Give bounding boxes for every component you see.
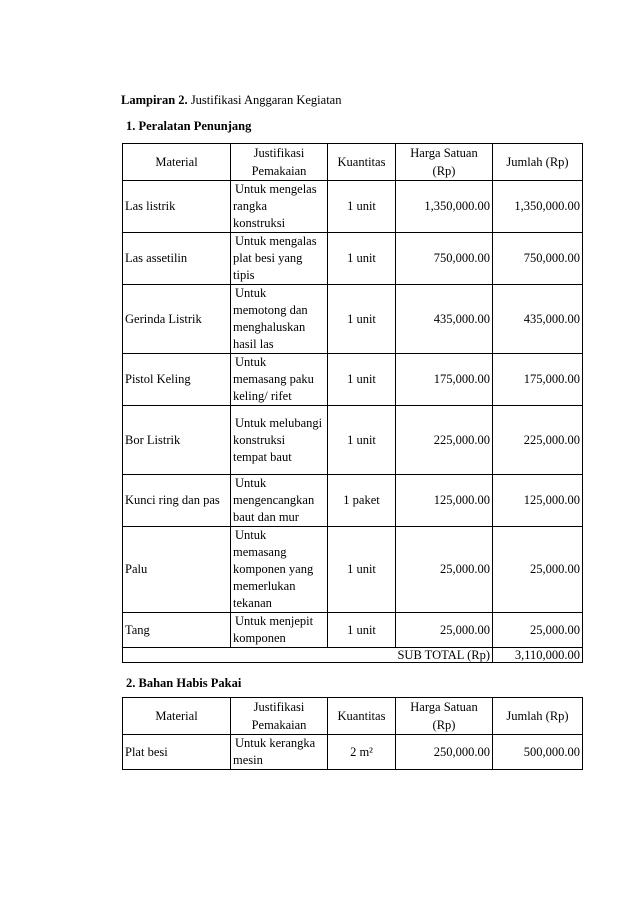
justifikasi-line: mesin (233, 753, 263, 767)
justifikasi-line: rangka (233, 199, 268, 213)
cell-harga-satuan: 225,000.00 (396, 406, 493, 475)
justifikasi-line: konstruksi (233, 432, 286, 447)
cell-material: Bor Listrik (123, 406, 231, 475)
table-header-row (123, 144, 583, 181)
subtotal-value: 3,110,000.00 (493, 648, 583, 663)
title-text: Justifikasi Anggaran Kegiatan (190, 93, 342, 107)
cell-material: Kunci ring dan pas (123, 475, 231, 527)
cell-kuantitas: 1 unit (328, 354, 396, 406)
cell-material: Pistol Keling (123, 354, 231, 406)
justifikasi-line: memasang paku (233, 372, 314, 386)
cell-material: Palu (123, 527, 231, 613)
cell-kuantitas: 1 unit (328, 233, 396, 285)
section-1-title: 1. Peralatan Penunjang (126, 119, 252, 133)
cell-material: Plat besi (123, 735, 231, 770)
cell-harga-satuan: 1,350,000.00 (396, 181, 493, 233)
cell-kuantitas: 1 unit (328, 527, 396, 613)
cell-jumlah: 25,000.00 (493, 527, 583, 613)
subtotal-label: SUB TOTAL (Rp) (123, 648, 493, 663)
table-row (123, 233, 583, 285)
cell-harga-satuan: 125,000.00 (396, 475, 493, 527)
justifikasi-line: baut dan mur (233, 510, 299, 524)
header-harga-line-1: Harga Satuan (410, 700, 478, 714)
cell-kuantitas: 1 unit (328, 406, 396, 475)
justifikasi-line: mengencangkan (233, 493, 315, 507)
equipment-table (122, 143, 583, 663)
justifikasi-line: konstruksi (233, 216, 286, 230)
header-material: Material (123, 144, 231, 181)
cell-jumlah: 435,000.00 (493, 285, 583, 354)
cell-harga-satuan: 435,000.00 (396, 285, 493, 354)
header-harga (396, 144, 493, 181)
justifikasi-line: Untuk (235, 528, 267, 542)
header-harga-line-1: Harga Satuan (410, 146, 478, 160)
justifikasi-line: tekanan (233, 596, 272, 610)
header-kuantitas: Kuantitas (328, 698, 396, 735)
table-row (123, 475, 583, 527)
table-row (123, 181, 583, 233)
cell-kuantitas: 2 m² (328, 735, 396, 770)
header-harga (396, 698, 493, 735)
cell-justifikasi (231, 527, 328, 613)
cell-justifikasi (231, 233, 328, 285)
cell-jumlah: 125,000.00 (493, 475, 583, 527)
cell-material: Gerinda Listrik (123, 285, 231, 354)
cell-justifikasi (231, 181, 328, 233)
header-justifikasi-line-2: Pemakaian (251, 164, 307, 178)
cell-justifikasi (231, 735, 328, 770)
table-row (123, 613, 583, 648)
consumables-table (122, 697, 583, 770)
cell-jumlah: 225,000.00 (493, 406, 583, 475)
justifikasi-line: memerlukan (233, 579, 296, 593)
cell-harga-satuan: 250,000.00 (396, 735, 493, 770)
cell-kuantitas: 1 paket (328, 475, 396, 527)
justifikasi-line: plat besi yang (233, 251, 303, 265)
header-jumlah: Jumlah (Rp) (493, 698, 583, 735)
cell-justifikasi (231, 354, 328, 406)
header-material: Material (123, 698, 231, 735)
table-row (123, 735, 583, 770)
cell-harga-satuan: 175,000.00 (396, 354, 493, 406)
cell-material: Tang (123, 613, 231, 648)
cell-kuantitas: 1 unit (328, 285, 396, 354)
cell-material: Las assetilin (123, 233, 231, 285)
cell-jumlah: 25,000.00 (493, 613, 583, 648)
cell-jumlah: 750,000.00 (493, 233, 583, 285)
justifikasi-line: memotong dan (233, 303, 308, 317)
justifikasi-line: Untuk mengalas (235, 234, 317, 248)
header-harga-line-2: (Rp) (432, 718, 456, 732)
justifikasi-line: Untuk kerangka (235, 736, 316, 750)
justifikasi-line: memasang (233, 545, 287, 559)
justifikasi-line: komponen yang (233, 562, 314, 576)
justifikasi-line: Untuk menjepit (235, 614, 314, 628)
justifikasi-line: tempat baut (233, 449, 292, 464)
justifikasi-line: Untuk mengelas (235, 182, 317, 196)
header-justifikasi (231, 144, 328, 181)
justifikasi-line: Untuk (235, 355, 267, 369)
table-row (123, 406, 583, 475)
cell-jumlah: 500,000.00 (493, 735, 583, 770)
cell-justifikasi (231, 475, 328, 527)
table-row (123, 354, 583, 406)
cell-material: Las listrik (123, 181, 231, 233)
subtotal-row (123, 648, 583, 663)
header-justifikasi-line-2: Pemakaian (251, 718, 307, 732)
justifikasi-line: komponen (233, 631, 286, 645)
justifikasi-line: Untuk (235, 476, 267, 490)
header-kuantitas: Kuantitas (328, 144, 396, 181)
table-row (123, 527, 583, 613)
justifikasi-line: menghaluskan (233, 320, 306, 334)
header-harga-line-2: (Rp) (432, 164, 456, 178)
cell-justifikasi (231, 613, 328, 648)
cell-harga-satuan: 25,000.00 (396, 613, 493, 648)
justifikasi-line: hasil las (233, 337, 274, 351)
justifikasi-line: tipis (233, 268, 255, 282)
cell-harga-satuan: 750,000.00 (396, 233, 493, 285)
cell-justifikasi (231, 406, 328, 475)
justifikasi-line: Untuk (235, 286, 267, 300)
header-justifikasi-line-1: Justifikasi (253, 146, 305, 160)
header-justifikasi (231, 698, 328, 735)
cell-justifikasi (231, 285, 328, 354)
cell-kuantitas: 1 unit (328, 181, 396, 233)
cell-kuantitas: 1 unit (328, 613, 396, 648)
cell-jumlah: 175,000.00 (493, 354, 583, 406)
header-justifikasi-line-1: Justifikasi (253, 700, 305, 714)
justifikasi-line: Untuk melubangi (235, 415, 323, 430)
cell-jumlah: 1,350,000.00 (493, 181, 583, 233)
page-title (121, 93, 341, 108)
justifikasi-line: keling/ rifet (233, 389, 292, 403)
cell-harga-satuan: 25,000.00 (396, 527, 493, 613)
table-header-row (123, 698, 583, 735)
table-row (123, 285, 583, 354)
section-2-title: 2. Bahan Habis Pakai (126, 676, 242, 690)
title-prefix: Lampiran 2. (121, 93, 188, 107)
header-jumlah: Jumlah (Rp) (493, 144, 583, 181)
